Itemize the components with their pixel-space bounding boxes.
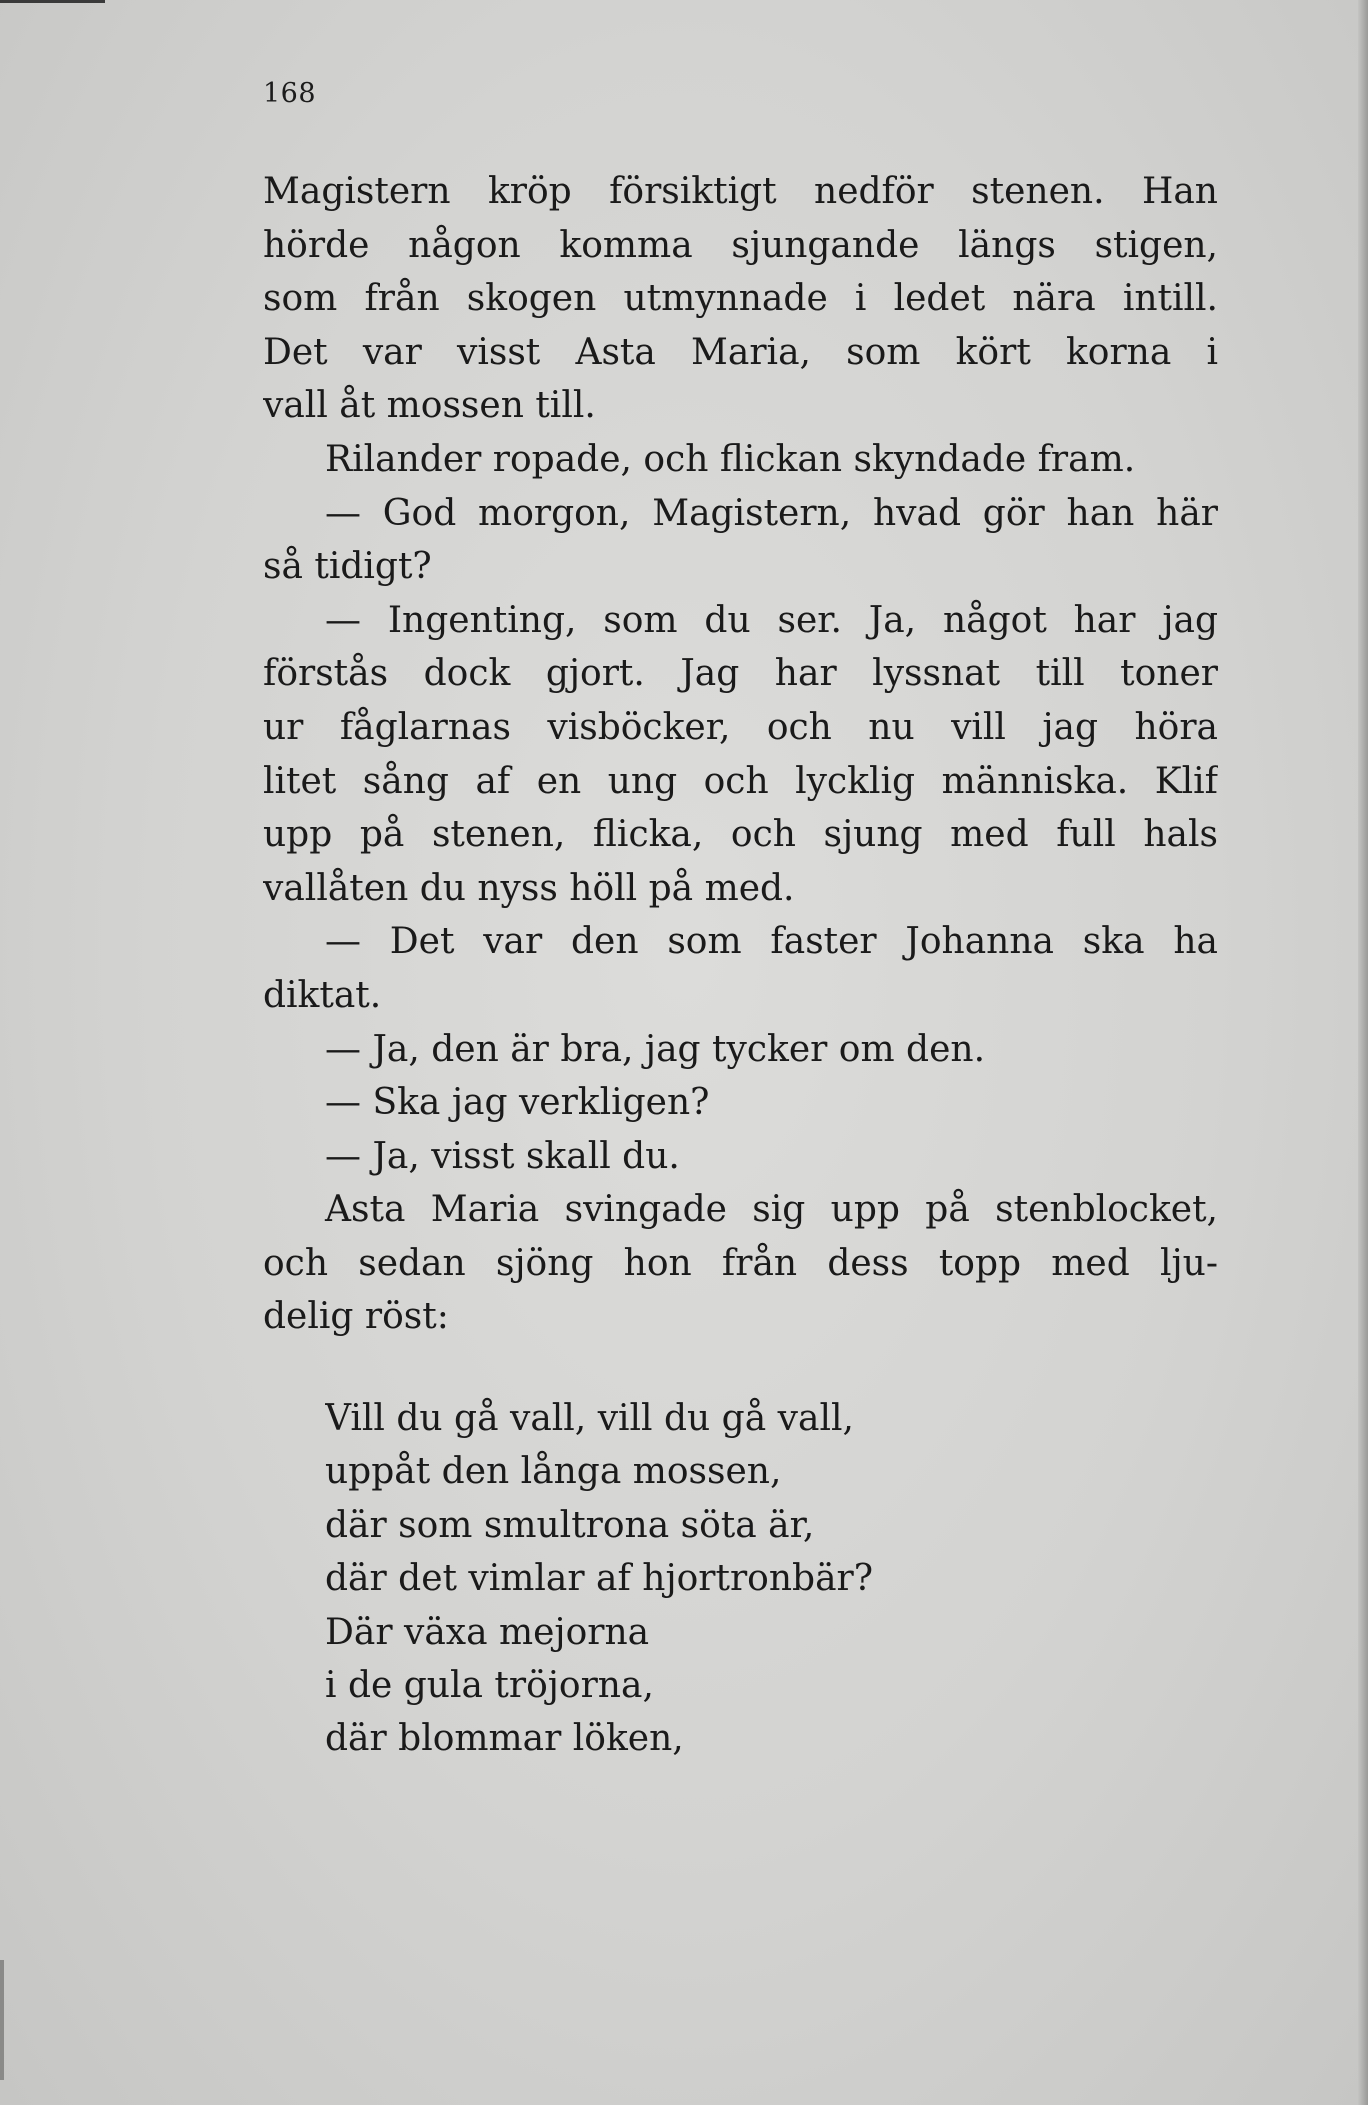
text-line: vallåten du nyss höll på med. xyxy=(263,867,795,909)
text-line: hörde någon komma sjungande längs stigen, xyxy=(263,224,1218,266)
scan-edge-right xyxy=(1358,0,1368,2105)
poem-line: i de gula tröjorna, xyxy=(325,1664,654,1706)
page-number: 168 xyxy=(263,78,317,109)
prose-text xyxy=(263,165,1218,1344)
text-line: diktat. xyxy=(263,974,382,1016)
text-line: upp på stenen, flicka, och sjung med full hals xyxy=(263,814,1218,856)
poem-line: Där växa mejorna xyxy=(325,1611,650,1653)
poem-line: där blommar löken, xyxy=(325,1718,684,1760)
text-line: och sedan sjöng hon från dess topp med lju- xyxy=(263,1242,1218,1284)
dialogue-line: — Ingenting, som du ser. Ja, något har jag xyxy=(325,599,1218,641)
dialogue-line: — Det var den som faster Johanna ska ha xyxy=(325,921,1218,963)
scan-edge-left xyxy=(0,1960,4,2080)
dialogue-line: — Ska jag verkligen? xyxy=(325,1082,710,1124)
text-line: så tidigt? xyxy=(263,546,432,588)
text-line: som från skogen utmynnade i ledet nära intill. xyxy=(263,278,1218,320)
poem-line: där det vimlar af hjortronbär? xyxy=(325,1558,874,1600)
text-line: ur fåglarnas visböcker, och nu vill jag höra xyxy=(263,706,1218,748)
poem-line: uppåt den långa mossen, xyxy=(325,1451,782,1493)
poem-line: Vill du gå vall, vill du gå vall, xyxy=(325,1398,854,1439)
scan-edge-top xyxy=(0,0,105,3)
text-line: litet sång af en ung och lycklig människa. Klif xyxy=(263,760,1218,802)
dialogue-line: — Ja, visst skall du. xyxy=(325,1135,680,1177)
poem-line: där som smultrona söta är, xyxy=(325,1504,815,1546)
text-line: Magistern kröp försiktigt nedför stenen. Han xyxy=(263,171,1218,212)
dialogue-line: — God morgon, Magistern, hvad gör han här xyxy=(325,492,1218,534)
dialogue-line: — Ja, den är bra, jag tycker om den. xyxy=(325,1028,986,1070)
poem-verse xyxy=(325,1392,1125,1766)
text-line: förstås dock gjort. Jag har lyssnat till toner xyxy=(263,653,1218,695)
text-line: Det var visst Asta Maria, som kört korna i xyxy=(263,331,1218,373)
text-line: Asta Maria svingade sig upp på stenblocket, xyxy=(325,1189,1218,1231)
text-line: Rilander ropade, och flickan skyndade fram. xyxy=(325,438,1136,480)
text-line: vall åt mossen till. xyxy=(263,385,596,427)
text-line: delig röst: xyxy=(263,1296,449,1338)
